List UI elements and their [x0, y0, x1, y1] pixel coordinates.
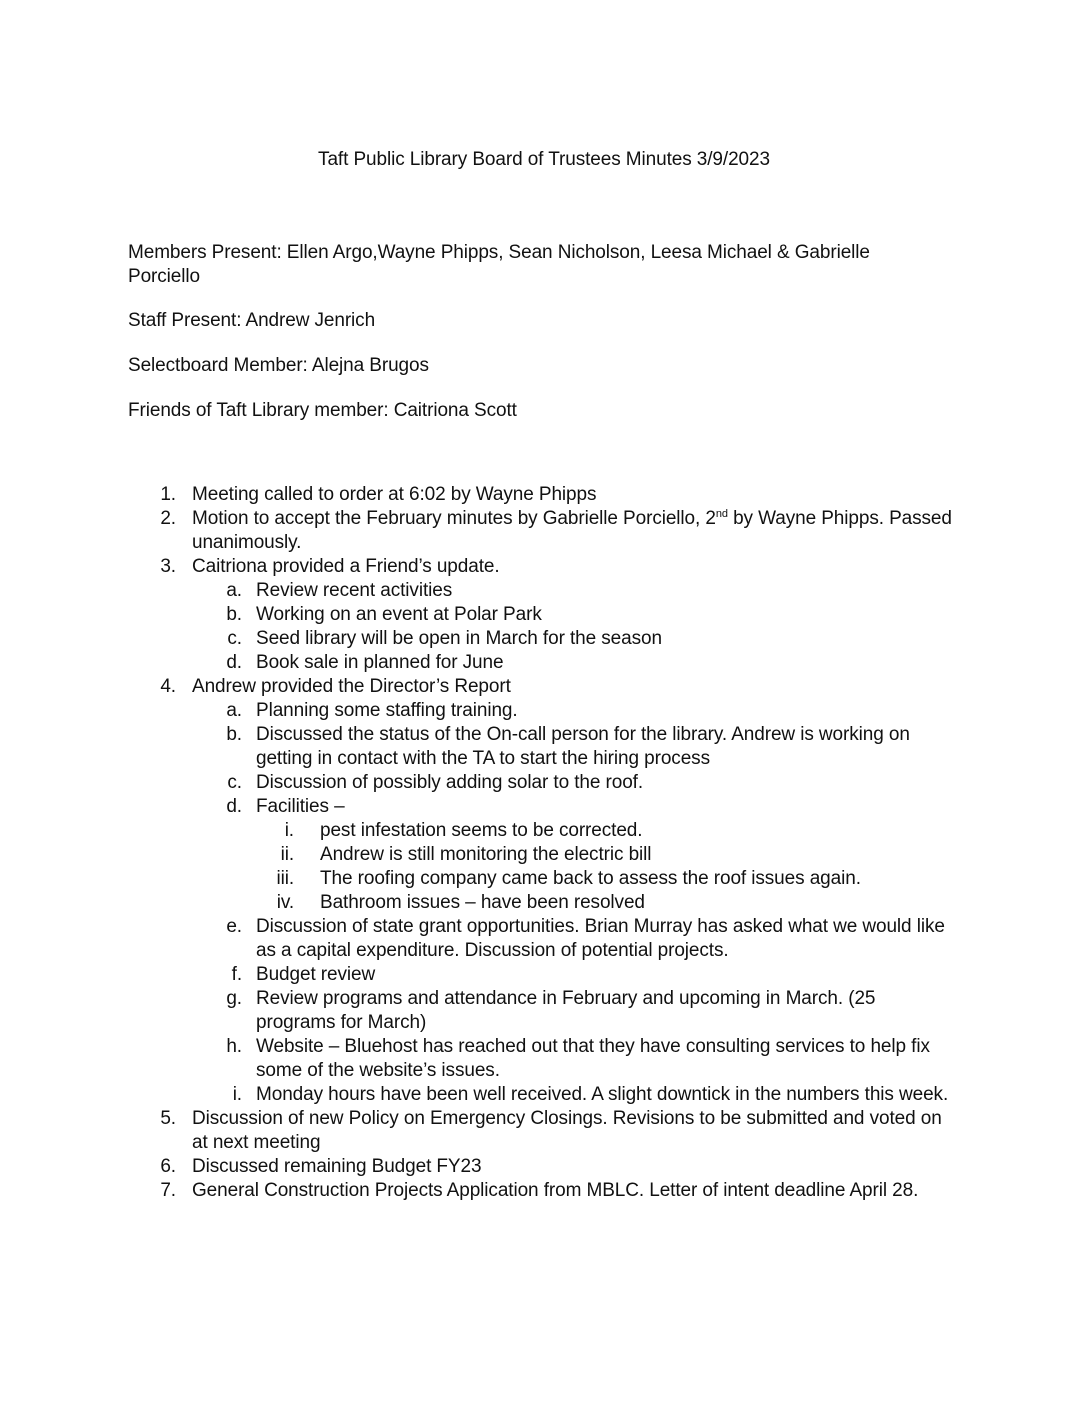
staff-present: Staff Present: Andrew Jenrich — [128, 310, 376, 331]
item-text: General Construction Projects Application from MBLC. Letter of intent deadline April 28. — [192, 1180, 919, 1201]
sub-item-text: Discussion of possibly adding solar to the roof. — [256, 772, 644, 793]
list-item — [128, 483, 958, 507]
sub-list-item — [128, 699, 958, 723]
sub-item-text: Discussed the status of the On-call person for the library. Andrew is working on getting in contact with the TA to start the hiring process — [256, 724, 910, 769]
sub-item-letter: b. — [226, 604, 242, 625]
roman-numeral: ii. — [280, 844, 294, 865]
sub-item-letter: g. — [226, 988, 242, 1009]
sub-item-letter: e. — [226, 916, 242, 937]
item-text: Motion to accept the February minutes by Gabrielle Porciello, 2 — [192, 508, 716, 529]
sub-sub-item-text: Andrew is still monitoring the electric bill — [320, 844, 652, 865]
roman-numeral: i. — [284, 820, 294, 841]
sub-list-item — [128, 603, 958, 627]
sub-item-letter: f. — [231, 964, 242, 985]
sub-item-text: Book sale in planned for June — [256, 652, 504, 673]
item-number: 2. — [160, 508, 176, 529]
members-present: Members Present: Ellen Argo,Wayne Phipps, Sean Nicholson, Leesa Michael & Gabrielle Porciello — [128, 242, 870, 287]
sub-list-item — [128, 987, 958, 1035]
roman-numeral: iv. — [276, 892, 294, 913]
item-text: Andrew provided the Director’s Report — [192, 676, 511, 697]
item-number: 7. — [160, 1180, 176, 1201]
sub-item-text: Website – Bluehost has reached out that they have consulting services to help fix some of the website’s issues. — [256, 1036, 930, 1081]
item-text: Caitriona provided a Friend’s update. — [192, 556, 500, 577]
list-item — [128, 1179, 958, 1203]
sub-item-letter: a. — [226, 700, 242, 721]
item-number: 1. — [160, 484, 176, 505]
item-number: 5. — [160, 1108, 176, 1129]
sub-sub-list-item — [128, 819, 958, 843]
sub-list-item — [128, 579, 958, 603]
item-number: 3. — [160, 556, 176, 577]
sub-sub-list-item — [128, 867, 958, 891]
item-text: Discussion of new Policy on Emergency Closings. Revisions to be submitted and voted on at next meeting — [192, 1108, 942, 1153]
list-item — [128, 1107, 958, 1155]
sub-list-item — [128, 1035, 958, 1083]
sub-item-text: Planning some staffing training. — [256, 700, 518, 721]
sub-item-text: Budget review — [256, 964, 376, 985]
sub-list-item — [128, 963, 958, 987]
sub-sub-item-text: pest infestation seems to be corrected. — [320, 820, 643, 841]
selectboard-member: Selectboard Member: Alejna Brugos — [128, 355, 429, 376]
list-item — [128, 555, 958, 579]
roman-numeral: iii. — [276, 868, 294, 889]
sub-item-letter: h. — [226, 1036, 242, 1057]
page-title: Taft Public Library Board of Trustees Minutes 3/9/2023 — [318, 149, 770, 170]
item-text-cont: by Wayne Phipps. Passed unanimously. — [192, 508, 952, 553]
list-item — [128, 675, 958, 699]
ordinal-suffix: nd — [715, 508, 728, 520]
sub-sub-item-text: Bathroom issues – have been resolved — [320, 892, 645, 913]
sub-item-text: Review recent activities — [256, 580, 453, 601]
item-number: 6. — [160, 1156, 176, 1177]
sub-sub-list-item — [128, 891, 958, 915]
sub-item-letter: d. — [226, 796, 242, 817]
sub-list-item — [128, 771, 958, 795]
friends-member: Friends of Taft Library member: Caitriona Scott — [128, 400, 517, 421]
sub-list-item — [128, 1083, 958, 1107]
item-text: Discussed remaining Budget FY23 — [192, 1156, 482, 1177]
sub-item-letter: b. — [226, 724, 242, 745]
sub-list-item — [128, 915, 958, 963]
sub-item-text: Discussion of state grant opportunities. Brian Murray has asked what we would like as a capital expenditure. Discussion of potential projects. — [256, 916, 945, 961]
sub-item-text: Working on an event at Polar Park — [256, 604, 542, 625]
sub-item-text: Monday hours have been well received. A slight downtick in the numbers this week. — [256, 1084, 949, 1105]
sub-item-text: Review programs and attendance in February and upcoming in March. (25 programs for March) — [256, 988, 876, 1033]
sub-list-item — [128, 651, 958, 675]
sub-item-text: Seed library will be open in March for the season — [256, 628, 662, 649]
item-text: Meeting called to order at 6:02 by Wayne Phipps — [192, 484, 597, 505]
sub-item-letter: d. — [226, 652, 242, 673]
list-item — [128, 1155, 958, 1179]
item-number: 4. — [160, 676, 176, 697]
sub-sub-item-text: The roofing company came back to assess the roof issues again. — [320, 868, 861, 889]
sub-item-letter: a. — [226, 580, 242, 601]
sub-sub-list-item — [128, 843, 958, 867]
agenda-list — [128, 483, 958, 1203]
sub-item-letter: c. — [227, 628, 242, 649]
sub-item-letter: i. — [232, 1084, 242, 1105]
list-item — [128, 507, 958, 555]
sub-list-item — [128, 627, 958, 651]
sub-item-letter: c. — [227, 772, 242, 793]
sub-list-item — [128, 795, 958, 819]
sub-item-text: Facilities – — [256, 796, 345, 817]
sub-list-item — [128, 723, 958, 771]
